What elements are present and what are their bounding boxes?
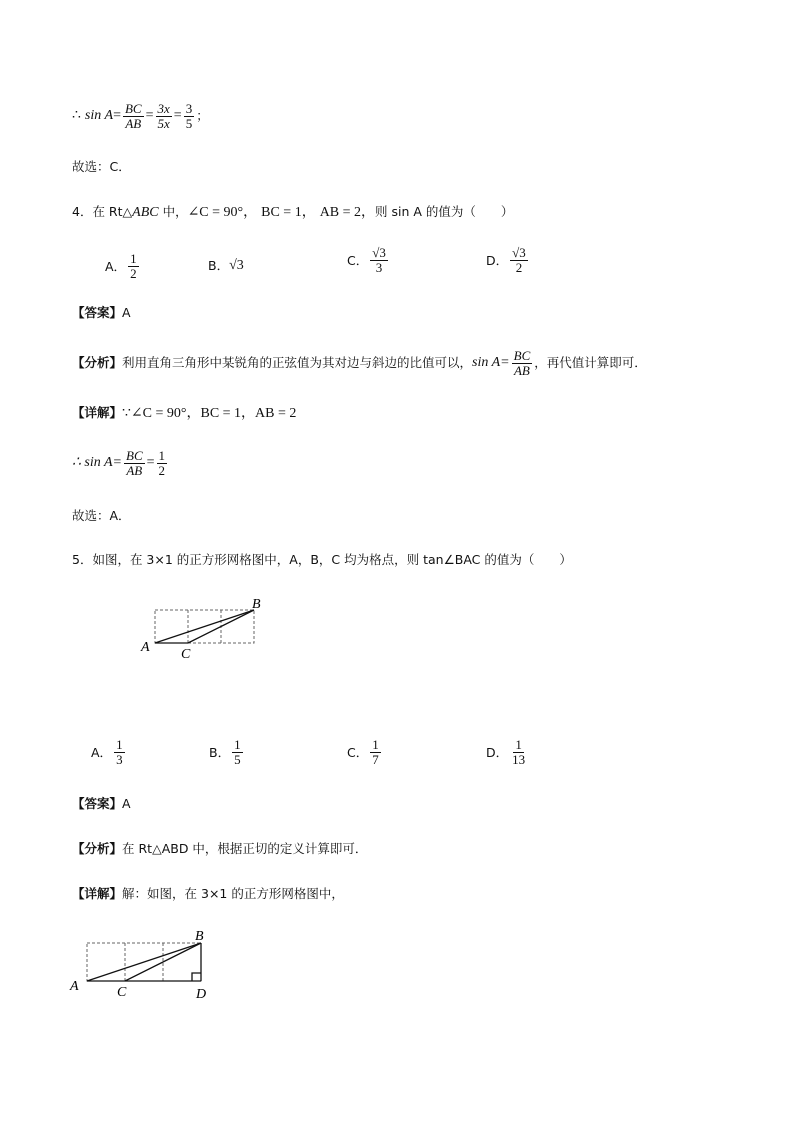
q4-option-d: D． $\frac{√3}{2}$ [486, 245, 526, 275]
q4-answer: 【答案】A [72, 305, 131, 320]
label-b: B [195, 929, 204, 944]
fraction-3x-5x: $\frac{3x}{5x}$ [157, 100, 170, 131]
q5-detail: 【详解】解：如图，在 3×1 的正方形网格图中， [72, 886, 344, 901]
q5-grid-figure [140, 594, 270, 664]
q5-option-b: B． $\frac{1}{5}$ [209, 737, 241, 767]
q4-detail-calc: ∴ sin A= $\frac{BC}{AB}$ = $\frac{1}{2}$ [72, 447, 166, 478]
label-a: A [141, 640, 150, 655]
q4-analysis: 【分析】 利用直角三角形中某锐角的正弦值为其对边与斜边的比值可以， sin A= $\frac{BC}{AB}$ ，再代值计算即可． [72, 347, 647, 378]
sin-a-text: sin A [84, 108, 114, 123]
fraction-bc-ab: $\frac{BC}{AB}$ [124, 100, 142, 131]
q5-solution-figure [66, 924, 226, 1006]
label-c: C [181, 647, 191, 662]
prev-sinA-line [72, 100, 209, 132]
equals: = [113, 108, 121, 123]
q5-answer: 【答案】A [72, 796, 131, 811]
equals: = [173, 108, 182, 123]
q5-stem: 5．如图，在 3×1 的正方形网格图中，A，B，C 均为格点，则 tan∠BAC 的值为（ ） [72, 552, 572, 567]
semicolon: ； [196, 108, 209, 123]
label-c: C [117, 985, 127, 1000]
prev-choice: 故选：C． [72, 159, 131, 174]
label-d: D [196, 987, 207, 1002]
therefore-symbol: ∴ [72, 108, 81, 123]
q5-analysis: 【分析】在 Rt△ABD 中，根据正切的定义计算即可． [72, 841, 368, 856]
q4-option-b: B． √3 [208, 258, 244, 273]
q4-stem: 4．在 Rt△ABC 中，∠C = 90°， BC = 1， AB = 2，则 sin A 的值为（ ） [72, 204, 514, 220]
q5-option-c: C． $\frac{1}{7}$ [347, 737, 379, 767]
q4-detail: 【详解】∵∠C = 90°，BC = 1，AB = 2 [72, 405, 297, 421]
q4-option-a: A． $\frac{1}{2}$ [105, 251, 137, 281]
q4-choice: 故选：A． [72, 508, 131, 523]
q5-option-a: A． $\frac{1}{3}$ [91, 737, 123, 767]
label-a: A [70, 979, 79, 994]
q4-option-c: C． $\frac{√3}{3}$ [347, 245, 386, 275]
equals: = [145, 108, 154, 123]
fraction-3-5: $\frac{3}{5}$ [185, 100, 193, 131]
label-b: B [252, 597, 261, 612]
q5-option-d: D． $\frac{1}{13}$ [486, 737, 526, 767]
